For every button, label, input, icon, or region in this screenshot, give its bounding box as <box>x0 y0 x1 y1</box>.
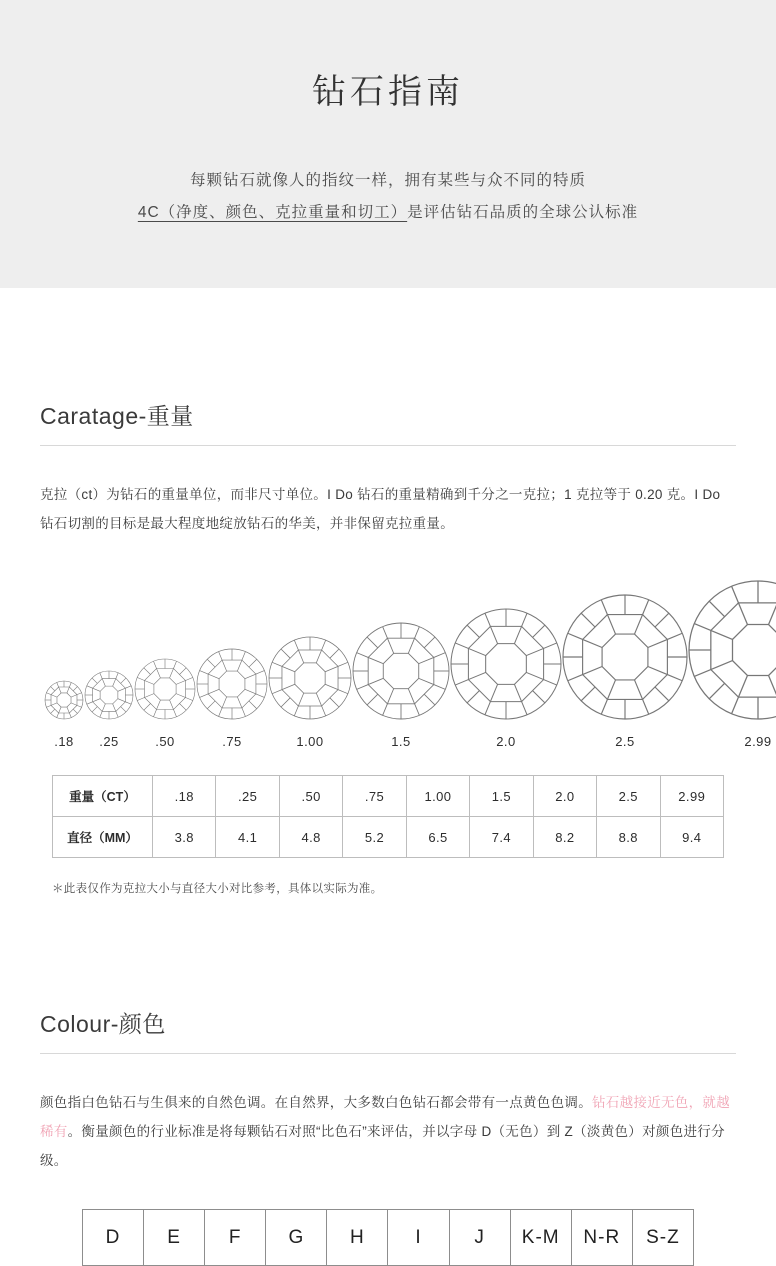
spacer-above-colour <box>0 896 776 1006</box>
colour-grade-cell: I <box>388 1210 449 1266</box>
table-cell: .25 <box>216 776 279 817</box>
table-row <box>53 817 724 858</box>
hero-4c-rest: 是评估钻石品质的全球公认标准 <box>407 204 638 221</box>
colour-section <box>0 1006 776 1266</box>
table-cell: 2.5 <box>597 776 660 817</box>
table-cell: 1.00 <box>406 776 469 817</box>
colour-section-paragraph <box>40 1088 736 1175</box>
diamond-icon <box>268 636 352 720</box>
diamond-icon <box>134 658 196 720</box>
carat-table-wrapper <box>40 775 736 858</box>
table-cell: 2.99 <box>660 776 724 817</box>
colour-grade-cell: F <box>205 1210 266 1266</box>
colour-section-heading: Colour-颜色 <box>40 1006 736 1039</box>
carat-section-heading: Caratage-重量 <box>40 398 736 431</box>
diamond-carat-label: 2.99 <box>744 734 771 749</box>
diamond-size-comparison-row <box>40 580 736 749</box>
table-cell: 6.5 <box>406 817 469 858</box>
colour-grade-cell: E <box>144 1210 205 1266</box>
diamond-icon <box>688 580 776 720</box>
diamond-carat-label: .50 <box>155 734 175 749</box>
table-cell: 1.5 <box>470 776 533 817</box>
table-cell: 3.8 <box>153 817 216 858</box>
colour-paragraph-highlight: 钻石越接近无色，就越稀有 <box>40 1095 730 1139</box>
diamond-carat-label: .18 <box>54 734 74 749</box>
diamond-icon <box>44 680 84 720</box>
table-cell: .18 <box>153 776 216 817</box>
diamond-sample <box>268 636 352 749</box>
table-cell: 5.2 <box>343 817 406 858</box>
table-cell: 8.8 <box>597 817 660 858</box>
colour-grade-cell: J <box>449 1210 510 1266</box>
colour-grade-cell: G <box>266 1210 327 1266</box>
diamond-carat-label: .75 <box>222 734 242 749</box>
diamond-icon <box>450 608 562 720</box>
carat-table-footnote: ＊此表仅作为克拉大小与直径大小对比参考，具体以实际为准。 <box>40 880 736 896</box>
colour-grade-cell: N-R <box>571 1210 632 1266</box>
table-cell: 8.2 <box>533 817 596 858</box>
diamond-icon <box>196 648 268 720</box>
diamond-sample <box>688 580 776 749</box>
diamond-sample <box>196 648 268 749</box>
diamond-carat-label: 2.0 <box>496 734 516 749</box>
colour-scale-wrapper <box>40 1209 736 1266</box>
carat-section-divider <box>40 445 736 446</box>
table-row <box>53 776 724 817</box>
diamond-carat-label: .25 <box>99 734 119 749</box>
diamond-carat-label: 1.5 <box>391 734 411 749</box>
table-cell: 7.4 <box>470 817 533 858</box>
carat-diameter-table <box>52 775 724 858</box>
hero-subtitle-line-2 <box>40 197 736 229</box>
table-cell: 4.8 <box>279 817 342 858</box>
diamond-icon <box>84 670 134 720</box>
page-title: 钻石指南 <box>40 72 736 113</box>
colour-grade-cell: K-M <box>510 1210 571 1266</box>
diamond-sample <box>134 658 196 749</box>
diamond-carat-label: 2.5 <box>615 734 635 749</box>
table-cell: .75 <box>343 776 406 817</box>
diamond-icon <box>562 594 688 720</box>
colour-grade-cell: D <box>83 1210 144 1266</box>
table-row-header: 重量（CT） <box>53 776 153 817</box>
diamond-carat-label: 1.00 <box>296 734 323 749</box>
hero-subtitle-line-1: 每颗钻石就像人的指纹一样，拥有某些与众不同的特质 <box>40 165 736 197</box>
colour-grade-scale-table <box>82 1209 694 1266</box>
hero-banner <box>0 0 776 288</box>
spacer-above-carat <box>0 288 776 398</box>
colour-grade-cell: H <box>327 1210 388 1266</box>
diamond-sample <box>352 622 450 749</box>
diamond-sample <box>84 670 134 749</box>
colour-grade-cell: S-Z <box>632 1210 693 1266</box>
table-cell: 9.4 <box>660 817 724 858</box>
table-cell: .50 <box>279 776 342 817</box>
carat-section-paragraph: 克拉（ct）为钻石的重量单位，而非尺寸单位。I Do 钻石的重量精确到千分之一克拉；1 克拉等于 0.20 克。I Do 钻石切割的目标是最大程度地绽放钻石的华美，并非保留克拉重量。 <box>40 480 736 538</box>
table-cell: 4.1 <box>216 817 279 858</box>
colour-paragraph-part-1: 颜色指白色钻石与生俱来的自然色调。在自然界，大多数白色钻石都会带有一点黄色色调。 <box>40 1095 592 1110</box>
diamond-icon <box>352 622 450 720</box>
carat-section <box>0 398 776 896</box>
colour-paragraph-part-2: 。衡量颜色的行业标准是将每颗钻石对照“比色石”来评估，并以字母 D（无色）到 Z（淡黄色）对颜色进行分级。 <box>40 1124 725 1168</box>
table-row-header: 直径（MM） <box>53 817 153 858</box>
colour-section-divider <box>40 1053 736 1054</box>
table-cell: 2.0 <box>533 776 596 817</box>
diamond-sample <box>450 608 562 749</box>
diamond-sample <box>562 594 688 749</box>
diamond-sample <box>44 680 84 749</box>
hero-4c-underlined: 4C（净度、颜色、克拉重量和切工） <box>138 204 407 221</box>
